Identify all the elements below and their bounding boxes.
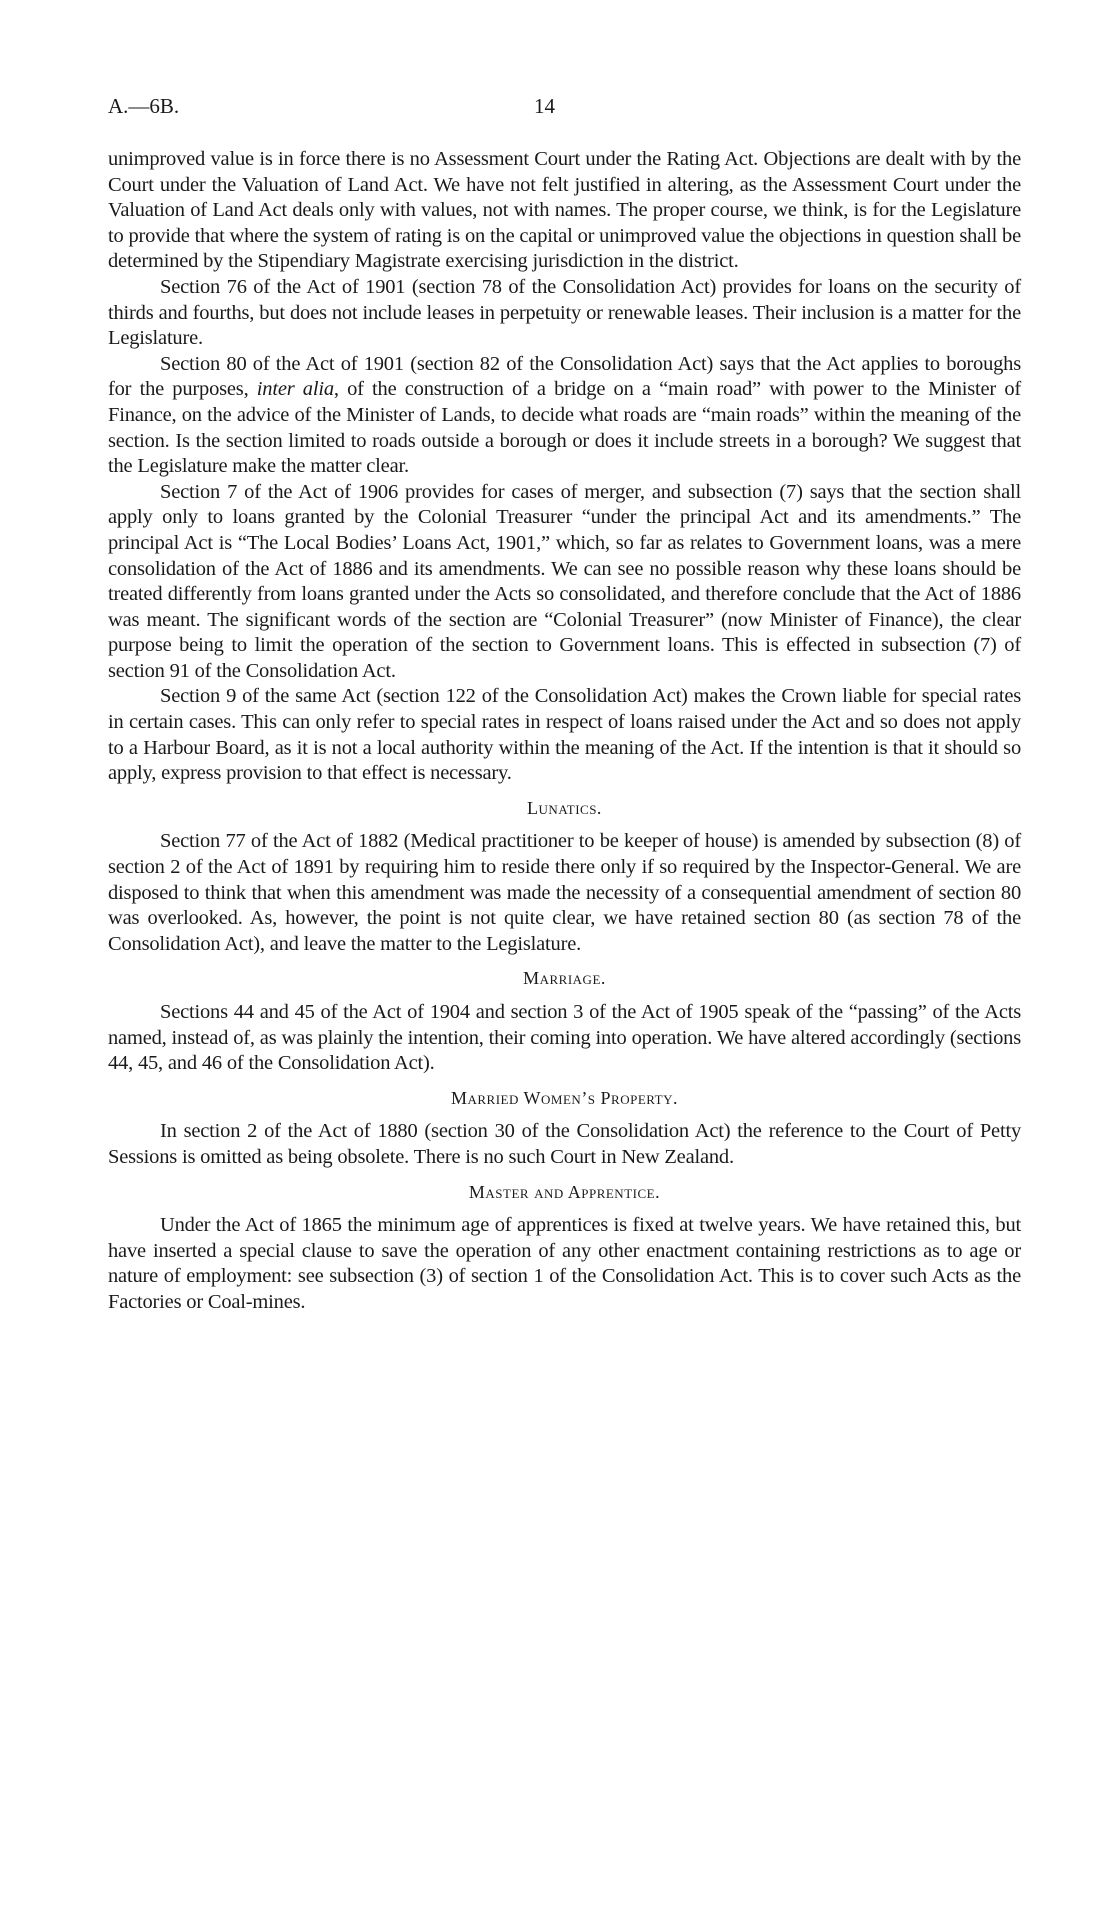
text-run: , of the construction of a bridge on a “main road” with power to the Minister of Finance, on the advice of the Minister of Lands, to decide what roads are “main roads” within the meaning of the section. Is the section limited to roads outside a borough or does it include streets in a borough? We suggest that the Legislature make the matter clear. bbox=[108, 378, 1022, 478]
paragraph: Section 7 of the Act of 1906 provides for cases of merger, and subsection (7) says that the section shall apply only to loans granted by the Colonial Treasurer “under the principal Act and its amendments.” The principal Act is “The Local Bodies’ Loans Act, 1901,” which, so far as relates to Government loans, was a mere consolidation of the Act of 1886 and its amendments. We can see no possible reason why these loans should be treated differently from loans granted under the Acts so consolidated, and therefore conclude that the Act of 1886 was meant. The significant words of the section are “Colonial Treasurer” (now Minister of Finance), the clear purpose being to limit the operation of the section to Government loans. This is effected in subsection (7) of section 91 of the Consolidation Act. bbox=[108, 480, 1021, 682]
paragraph: unimproved value is in force there is no Assessment Court under the Rating Act. Objections are dealt with by the Court under the Valuation of Land Act. We have not felt justified in altering, as the Assessment Court under the Valuation of Land Act deals only with values, not with names. The proper course, we think, is for the Legislature to provide that where the system of rating is on the capital or unimproved value the objections in question shall be determined by the Stipendiary Magistrate exercising jurisdiction in the district. bbox=[108, 148, 1021, 273]
document-reference: A.—6B. bbox=[108, 94, 180, 118]
italic-phrase: inter alia bbox=[256, 378, 334, 401]
section-heading-married-womens-property: Married Women’s Property. bbox=[450, 1087, 679, 1108]
document-body bbox=[108, 147, 1021, 1316]
page-number: 14 bbox=[534, 94, 555, 118]
paragraph: Section 77 of the Act of 1882 (Medical practitioner to be keeper of house) is amended by subsection (8) of section 2 of the Act of 1891 by requiring him to reside there only if so required by the Inspector-General. We are disposed to think that when this amendment was made the necessity of a consequential amendment of section 80 was overlooked. As, however, the point is not quite clear, we have retained section 80 (as section 78 of the Consolidation Act), and leave the matter to the Legislature. bbox=[108, 830, 1021, 955]
section-heading-marriage: Marriage. bbox=[523, 968, 606, 989]
paragraph: In section 2 of the Act of 1880 (section 30 of the Consolidation Act) the reference to the Court of Petty Sessions is omitted as being obsolete. There is no such Court in New Zealand. bbox=[108, 1120, 1021, 1168]
text-run: Section 80 of the Act of 1901 (section 82 of the Consolidation Act) says that the Act applies to boroughs for the purposes, bbox=[108, 352, 1021, 401]
section-heading-lunatics: Lunatics. bbox=[527, 797, 602, 818]
paragraph-section-80 bbox=[108, 352, 1021, 480]
paragraph: Under the Act of 1865 the minimum age of apprentices is fixed at twelve years. We have retained this, but have inserted a special clause to save the operation of any other enactment containing restrictions as to age or nature of employment: see subsection (3) of section 1 of the Consolidation Act. This is to cover such Acts as the Factories or Coal-mines. bbox=[108, 1214, 1021, 1313]
paragraph: Section 9 of the same Act (section 122 of the Consolidation Act) makes the Crown liable for special rates in certain cases. This can only refer to special rates in respect of loans raised under the Act and so does not apply to a Harbour Board, as it is not a local authority within the meaning of the Act. If the intention is that it should so apply, express provision to that effect is necessary. bbox=[108, 685, 1021, 785]
paragraph: Sections 44 and 45 of the Act of 1904 and section 3 of the Act of 1905 speak of the “passing” of the Acts named, instead of, as was plainly the intention, their coming into operation. We have altered accordingly (sections 44, 45, and 46 of the Consolidation Act). bbox=[108, 1001, 1021, 1075]
section-heading-master-and-apprentice: Master and Apprentice. bbox=[468, 1181, 661, 1202]
paragraph: Section 76 of the Act of 1901 (section 78 of the Consolidation Act) provides for loans on the security of thirds and fourths, but does not include leases in perpetuity or renewable leases. Their inclusion is a matter for the Legislature. bbox=[108, 275, 1021, 350]
